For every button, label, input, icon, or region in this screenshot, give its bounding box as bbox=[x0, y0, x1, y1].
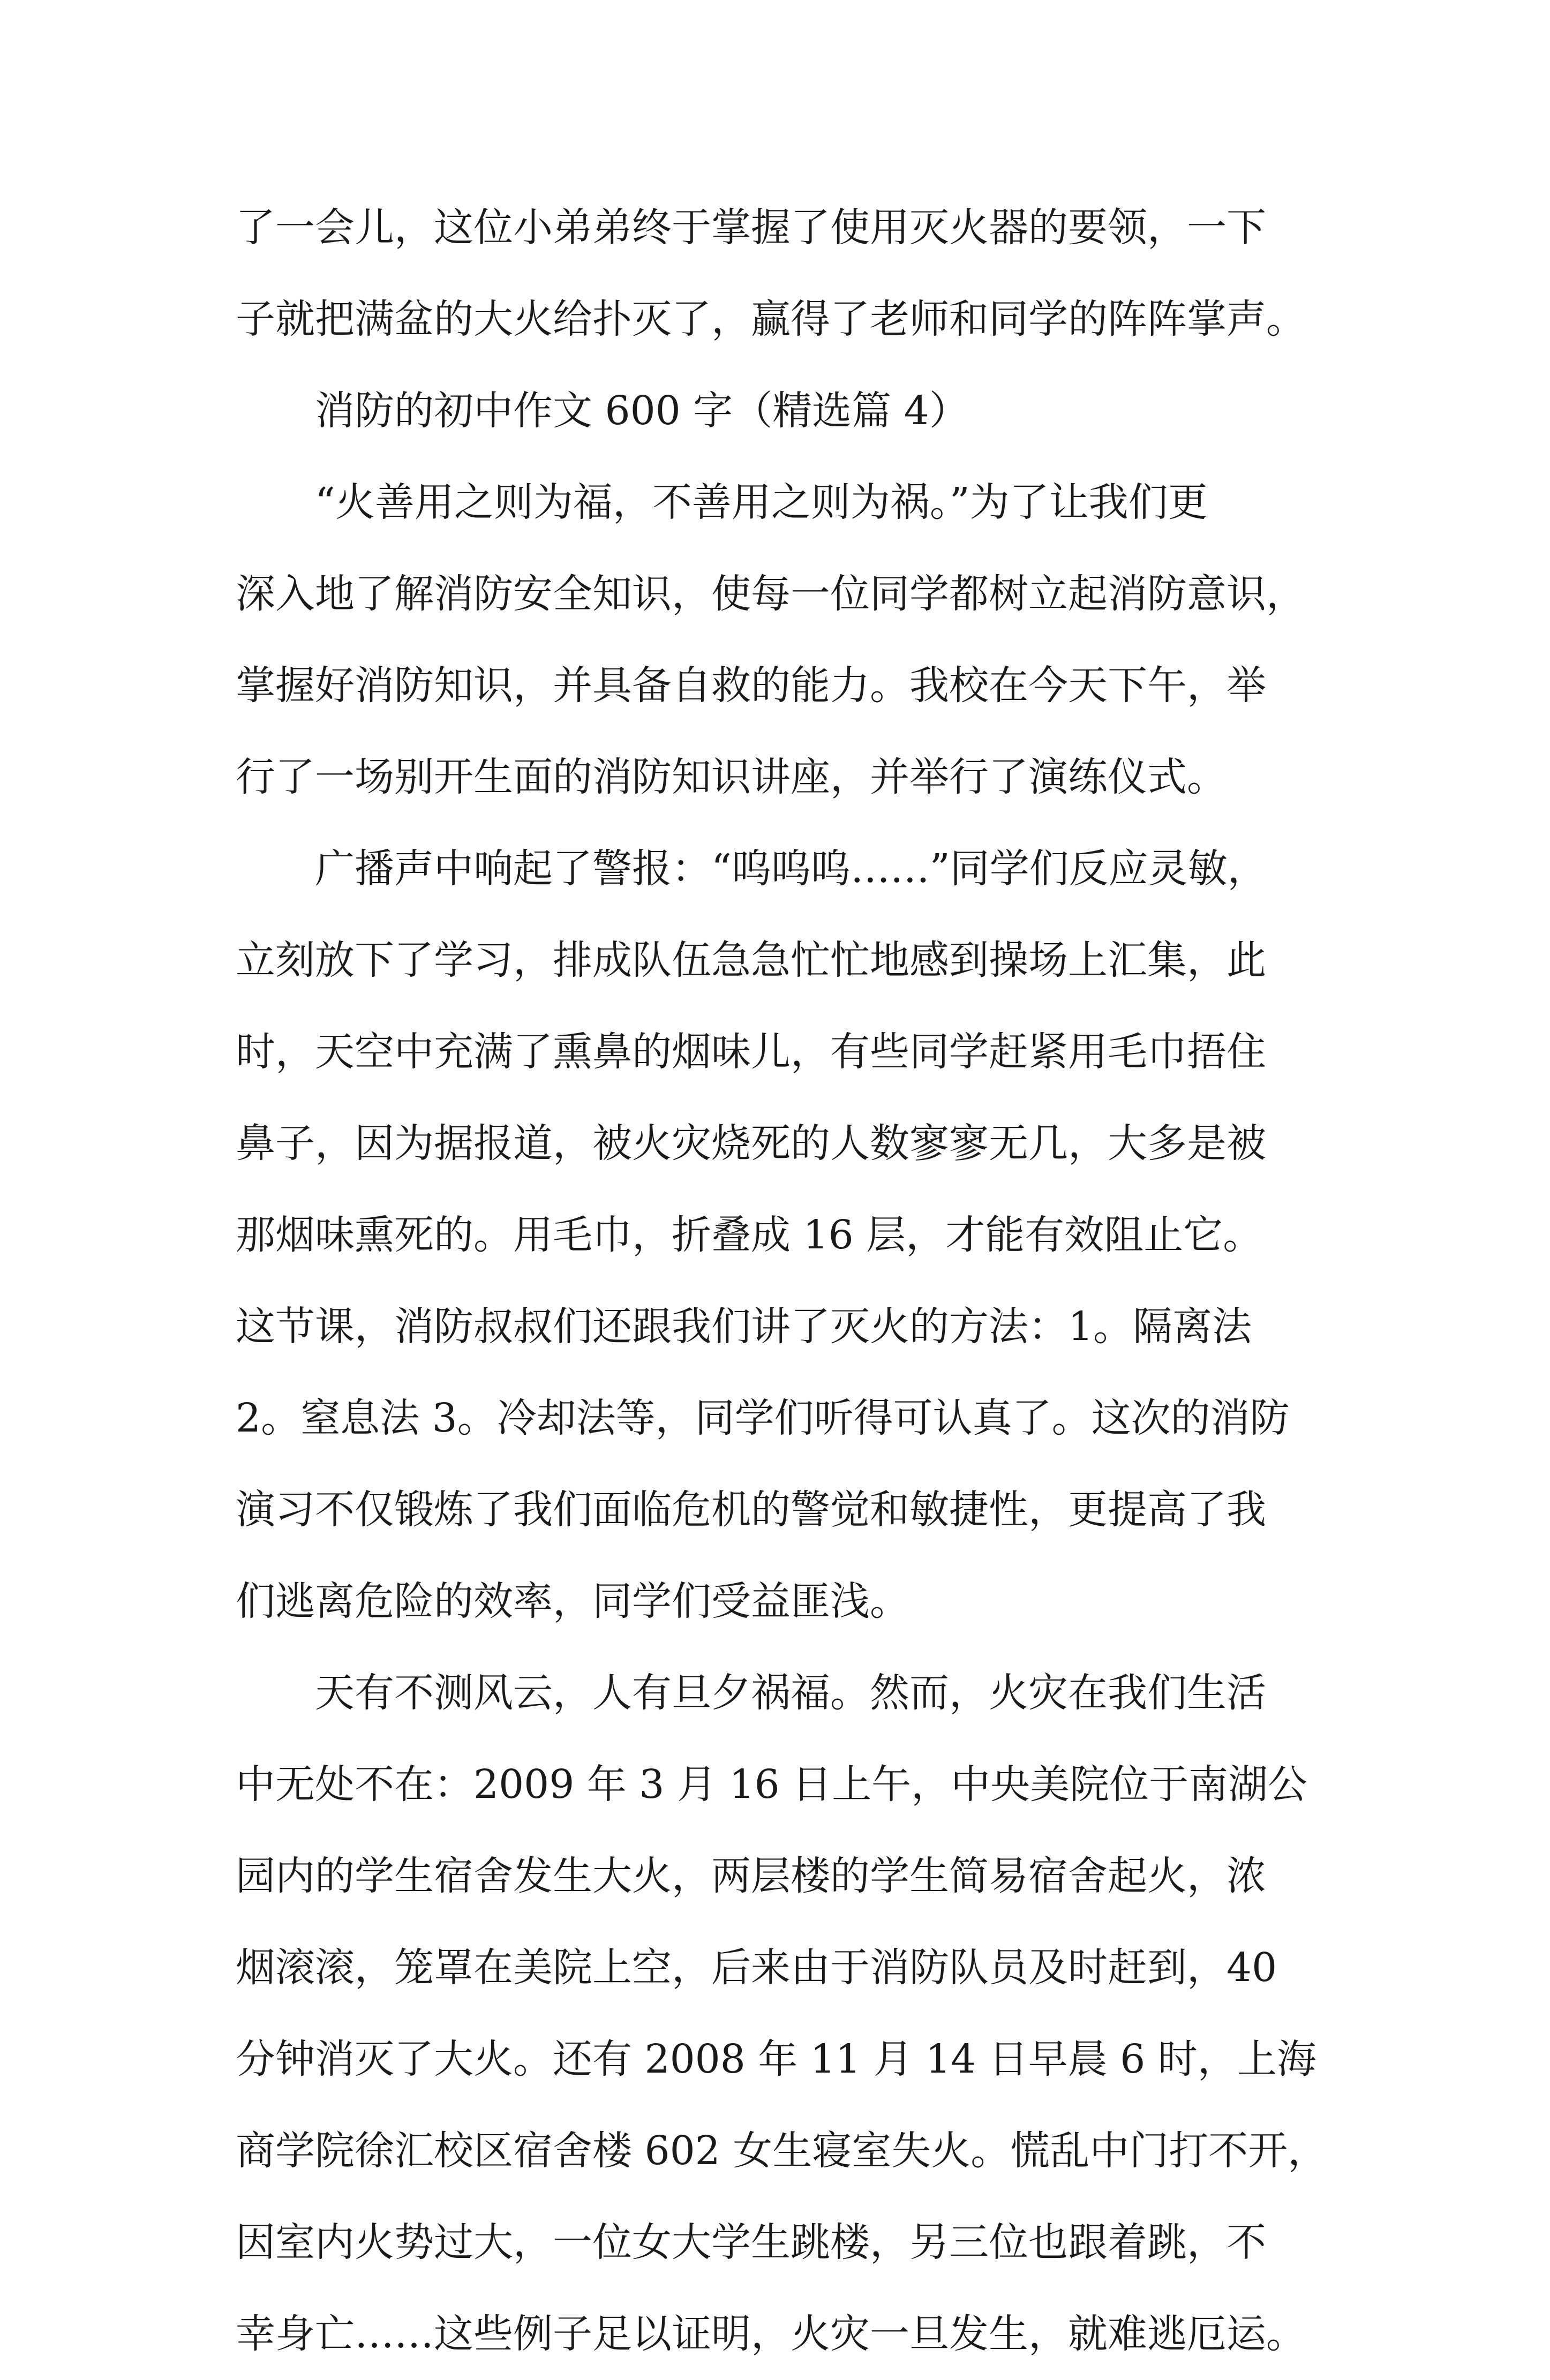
text-line: 演习不仅锻炼了我们面临危机的警觉和敏捷性，更提高了我 bbox=[236, 1487, 1266, 1533]
text-line: 分钟消灭了大火。还有 2008 年 11 月 14 日早晨 6 时，上海 bbox=[236, 2036, 1316, 2082]
text-line: 中无处不在：2009 年 3 月 16 日上午，中央美院位于南湖公 bbox=[236, 1761, 1308, 1807]
paragraph-first-line: “火善用之则为福，不善用之则为祸。”为了让我们更 bbox=[315, 479, 1208, 525]
text-line: 鼻子，因为据报道，被火灾烧死的人数寥寥无几，大多是被 bbox=[236, 1120, 1266, 1166]
text-line: 掌握好消防知识，并具备自救的能力。我校在今天下午，举 bbox=[236, 662, 1266, 709]
text-line: 这节课，消防叔叔们还跟我们讲了灭火的方法：1。隔离法 bbox=[236, 1304, 1252, 1350]
text-line: 行了一场别开生面的消防知识讲座，并举行了演练仪式。 bbox=[236, 754, 1227, 800]
text-line: 园内的学生宿舍发生大火，两层楼的学生简易宿舍起火，浓 bbox=[236, 1853, 1266, 1899]
text-line: 因室内火势过大，一位女大学生跳楼，另三位也跟着跳，不 bbox=[236, 2219, 1266, 2265]
text-line: 深入地了解消防安全知识，使每一位同学都树立起消防意识， bbox=[236, 571, 1306, 617]
text-line: 那烟味熏死的。用毛巾，折叠成 16 层，才能有效阻止它。 bbox=[236, 1212, 1263, 1258]
text-line: 时，天空中充满了熏鼻的烟味儿，有些同学赶紧用毛巾捂住 bbox=[236, 1029, 1266, 1075]
paragraph-first-line: 天有不测风云，人有旦夕祸福。然而，火灾在我们生活 bbox=[315, 1670, 1266, 1716]
document-body bbox=[236, 182, 1371, 2380]
text-line: 立刻放下了学习，排成队伍急急忙忙地感到操场上汇集，此 bbox=[236, 937, 1266, 983]
text-line: 子就把满盆的大火给扑灭了，赢得了老师和同学的阵阵掌声。 bbox=[236, 296, 1306, 342]
text-line: 烟滚滚，笼罩在美院上空，后来由于消防队员及时赶到，40 bbox=[236, 1945, 1277, 1991]
text-line: 商学院徐汇校区宿舍楼 602 女生寝室失火。慌乱中门打不开， bbox=[236, 2128, 1328, 2174]
text-line: 们逃离危险的效率，同学们受益匪浅。 bbox=[236, 1578, 909, 1624]
paragraph-first-line: 广播声中响起了警报：“呜呜呜……”同学们反应灵敏， bbox=[315, 846, 1267, 892]
text-line: 幸身亡……这些例子足以证明，火灾一旦发生，就难逃厄运。 bbox=[236, 2311, 1306, 2357]
text-line: 2。窒息法 3。冷却法等，同学们听得可认真了。这次的消防 bbox=[236, 1395, 1290, 1441]
section-heading: 消防的初中作文 600 字（精选篇 4） bbox=[315, 388, 969, 434]
text-line: 了一会儿，这位小弟弟终于掌握了使用灭火器的要领，一下 bbox=[236, 205, 1266, 251]
